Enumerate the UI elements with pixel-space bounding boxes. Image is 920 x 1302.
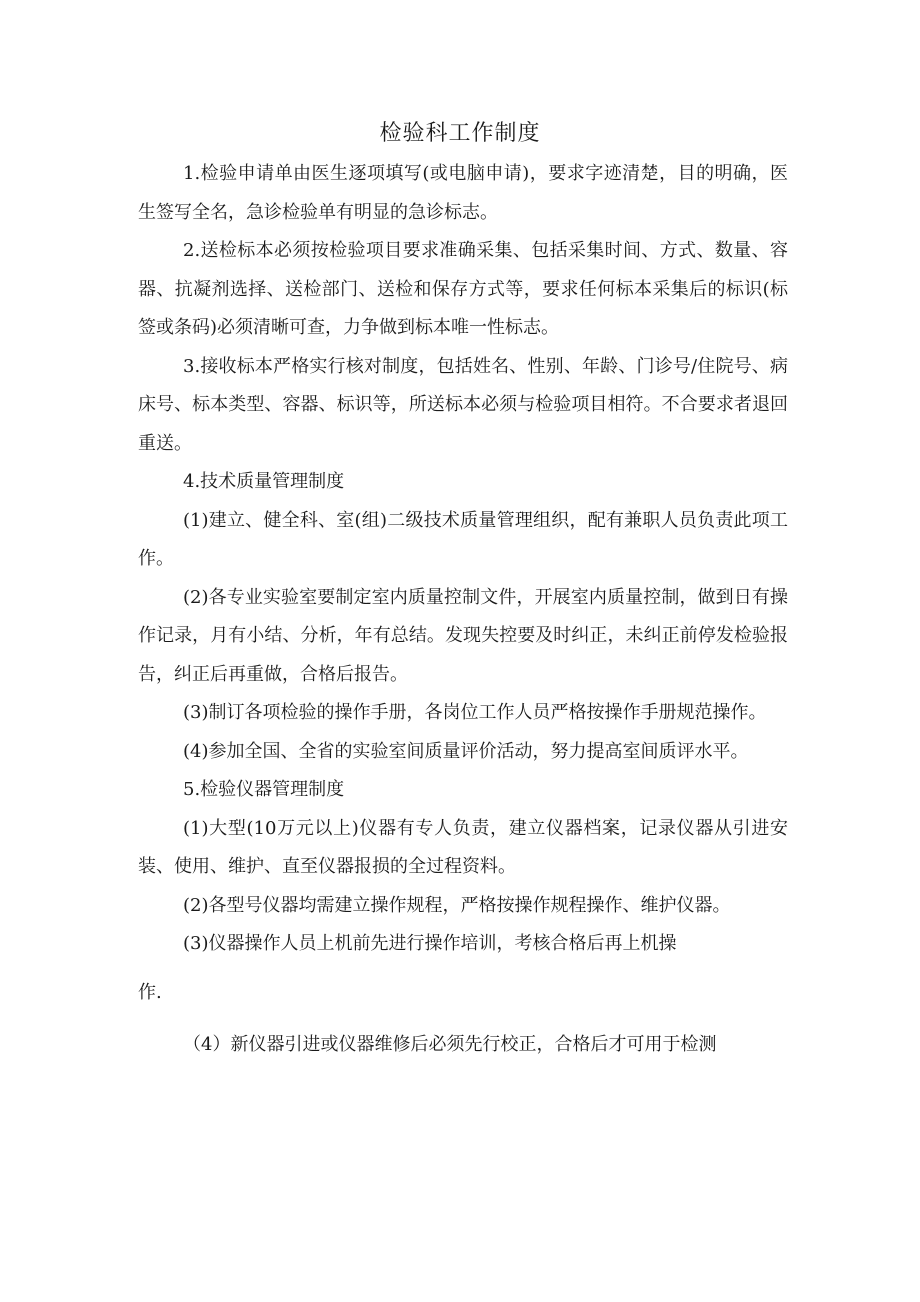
paragraph-4-2: (2)各专业实验室要制定室内质量控制文件，开展室内质量控制，做到日有操作记录，月有小结、分析，年有总结。发现失控要及时纠正，未纠正前停发检验报告，纠正后再重做，合格后报告。 [138, 586, 788, 685]
paragraph-5-1: (1)大型(10万元以上)仪器有专人负责，建立仪器档案，记录仪器从引进安装、使用、维护、直至仪器报损的全过程资料。 [138, 817, 788, 877]
section-heading-4: 4.技术质量管理制度 [183, 471, 345, 492]
paragraph-5-2: (2)各型号仪器均需建立操作规程，严格按操作规程操作、维护仪器。 [183, 894, 731, 916]
document-title: 检验科工作制度 [379, 121, 541, 146]
document-body [138, 155, 788, 1065]
paragraph-4-4: (4)参加全国、全省的实验室间质量评价活动，努力提高室间质评水平。 [183, 740, 749, 762]
paragraph-4-1: (1)建立、健全科、室(组)二级技术质量管理组织，配有兼职人员负责此项工作。 [138, 509, 788, 569]
paragraph-2: 2.送检标本必须按检验项目要求准确采集、包括采集时间、方式、数量、容器、抗凝剂选择、送检部门、送检和保存方式等，要求任何标本采集后的标识(标签或条码)必须清晰可查，力争做到标本唯一性标志。 [138, 240, 788, 338]
paragraph-1: 1.检验申请单由医生逐项填写(或电脑申请)，要求字迹清楚，目的明确，医生签写全名，急诊检验单有明显的急诊标志。 [138, 163, 788, 223]
paragraph-4-3: (3)制订各项检验的操作手册，各岗位工作人员严格按操作手册规范操作。 [183, 702, 767, 723]
paragraph-5-3: (3)仪器操作人员上机前先进行操作培训，考核合格后再上机操 [183, 933, 677, 954]
section-heading-5: 5.检验仪器管理制度 [183, 779, 345, 800]
paragraph-5-3-continued: 作. [138, 981, 162, 1003]
paragraph-3: 3.接收标本严格实行核对制度，包括姓名、性别、年龄、门诊号/住院号、病床号、标本类型、容器、标识等，所送标本必须与检验项目相符。不合要求者退回重送。 [138, 355, 788, 454]
paragraph-5-4: （4）新仪器引进或仪器维修后必须先行校正，合格后才可用于检测 [183, 1034, 717, 1055]
